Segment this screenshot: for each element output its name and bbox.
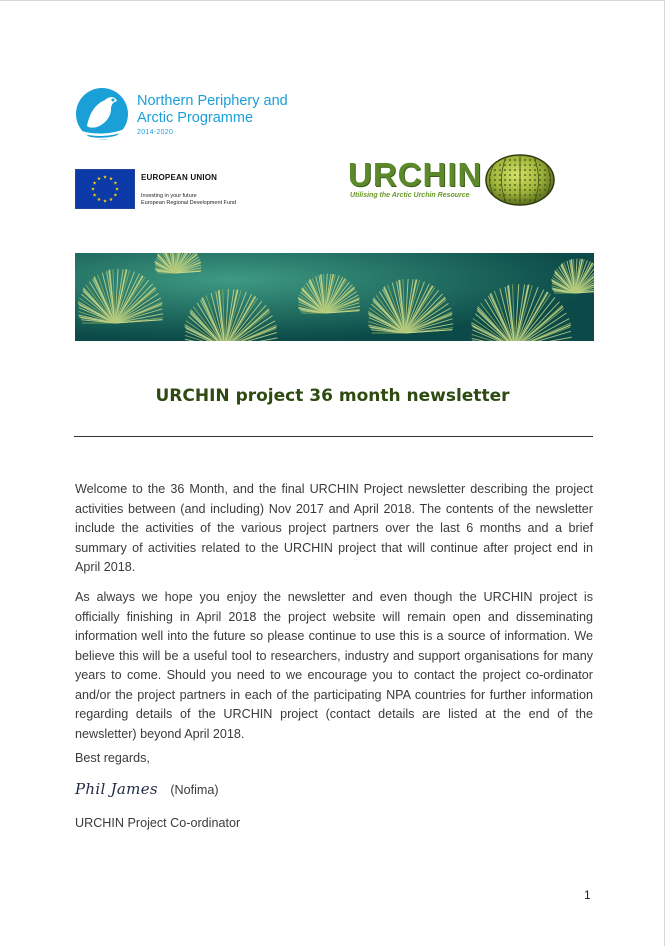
urchin-tubercle: [519, 194, 521, 196]
urchin-tubercle: [494, 184, 496, 186]
urchin-tubercle: [524, 184, 526, 186]
urchin-tubercle: [499, 189, 501, 191]
urchin-tubercle: [494, 179, 496, 181]
urchin-tubercle: [544, 179, 546, 181]
urchin-tubercle: [529, 169, 531, 171]
sea-urchin-icon: [482, 152, 558, 208]
eu-title: EUROPEAN UNION: [141, 173, 218, 182]
urchin-tubercle: [499, 179, 501, 181]
urchin-tubercle: [539, 174, 541, 176]
urchin-tubercle: [529, 159, 531, 161]
urchin-tubercle: [499, 184, 501, 186]
page-top-border: [0, 0, 665, 1]
urchin-tubercle: [539, 164, 541, 166]
urchin-tagline: Utilising the Arctic Urchin Resource: [350, 192, 470, 199]
urchin-tubercle: [549, 179, 551, 181]
urchin-tubercle: [509, 199, 511, 201]
urchin-tubercle: [514, 189, 516, 191]
npa-name-line2: Arctic Programme: [137, 110, 254, 126]
urchin-tubercle: [524, 174, 526, 176]
urchin-tubercle: [519, 189, 521, 191]
urchin-logo: [348, 152, 560, 208]
urchin-tubercle: [534, 179, 536, 181]
urchin-tubercle: [524, 169, 526, 171]
title-divider: [74, 436, 593, 437]
urchin-tubercle: [504, 169, 506, 171]
urchin-tubercle: [509, 194, 511, 196]
signature: Phil James: [75, 780, 158, 798]
urchin-tubercle: [534, 169, 536, 171]
urchin-tubercle: [534, 174, 536, 176]
urchin-tubercle: [504, 194, 506, 196]
urchin-tubercle: [529, 164, 531, 166]
urchin-tubercle: [519, 199, 521, 201]
urchin-tubercle: [544, 169, 546, 171]
urchin-tubercle: [499, 164, 501, 166]
urchin-tubercle: [534, 159, 536, 161]
urchin-tubercle: [534, 164, 536, 166]
urchin-tubercle: [544, 184, 546, 186]
urchin-tubercle: [529, 199, 531, 201]
urchin-tubercle: [529, 179, 531, 181]
urchin-tubercle: [524, 199, 526, 201]
urchin-tubercle: [544, 189, 546, 191]
urchin-tubercle: [514, 179, 516, 181]
urchin-tubercle: [539, 169, 541, 171]
urchin-tubercle: [524, 194, 526, 196]
urchin-tubercle: [514, 169, 516, 171]
urchin-tubercle: [504, 164, 506, 166]
urchin-tubercle: [504, 174, 506, 176]
urchin-tubercle: [519, 159, 521, 161]
urchin-tubercle: [529, 189, 531, 191]
intro-paragraph: Welcome to the 36 Month, and the final URCHIN Project newsletter describing the project activities between (and including) Nov 2017 and April 2018. The contents of the newsletter include the activities of the various project partners over the last 6 months and a brief summary of activities related to the URCHIN project that will continue after project end in April 2018.: [75, 482, 593, 574]
urchin-tubercle: [509, 189, 511, 191]
urchin-tubercle: [504, 159, 506, 161]
page-number: 1: [584, 888, 591, 902]
npa-name-line1: Northern Periphery and: [137, 93, 288, 109]
sea-urchin-banner-image: [75, 253, 594, 341]
eu-flag-icon: [75, 169, 135, 209]
urchin-tubercle: [504, 179, 506, 181]
eu-tagline-2: European Regional Development Fund: [141, 200, 237, 206]
urchin-tubercle: [514, 164, 516, 166]
urchin-tubercle: [534, 189, 536, 191]
urchin-tubercle: [509, 169, 511, 171]
urchin-tubercle: [519, 169, 521, 171]
urchin-tubercle: [504, 184, 506, 186]
urchin-tubercle: [504, 199, 506, 201]
urchin-tubercle: [529, 184, 531, 186]
signature-org: (Nofima): [170, 783, 219, 797]
urchin-tubercle: [514, 194, 516, 196]
urchin-tubercle: [534, 199, 536, 201]
urchin-tubercle: [489, 179, 491, 181]
npa-logo: [75, 86, 315, 144]
newsletter-title: URCHIN project 36 month newsletter: [155, 386, 510, 406]
urchin-tubercle: [519, 184, 521, 186]
urchin-tubercle: [539, 194, 541, 196]
urchin-tubercle: [539, 184, 541, 186]
urchin-tubercle: [539, 189, 541, 191]
urchin-tubercle: [524, 159, 526, 161]
urchin-tubercle: [519, 174, 521, 176]
npa-name: [137, 93, 288, 127]
urchin-tubercle: [509, 164, 511, 166]
urchin-tubercle: [489, 174, 491, 176]
urchin-tubercle: [519, 179, 521, 181]
npa-years: 2014-2020: [137, 129, 174, 136]
urchin-tubercle: [494, 169, 496, 171]
urchin-tubercle: [519, 164, 521, 166]
website-paragraph: As always we hope you enjoy the newsletter and even though the URCHIN project is officially finishing in April 2018 the project website will remain open and disseminating information well into the future so please continue to use this is a source of information. We believe this will be a useful tool to researchers, industry and support organisations for many years to come. Should you need to we encourage you to contact the project co-ordinator and/or the project partners in each of the participating NPA countries for further information regarding details of the URCHIN project (contact details are listed at the end of the newsletter) beyond April 2018.: [75, 590, 593, 741]
urchin-tubercle: [524, 164, 526, 166]
urchin-tubercle: [514, 174, 516, 176]
urchin-tubercle: [509, 159, 511, 161]
urchin-tubercle: [549, 184, 551, 186]
eu-tagline-1: Investing in your future: [141, 193, 197, 199]
urchin-tubercle: [524, 189, 526, 191]
urchin-tubercle: [504, 189, 506, 191]
urchin-tubercle: [509, 184, 511, 186]
urchin-tubercle: [499, 194, 501, 196]
urchin-tubercle: [499, 169, 501, 171]
urchin-tubercle: [544, 174, 546, 176]
urchin-tubercle: [494, 174, 496, 176]
urchin-tubercle: [514, 184, 516, 186]
eu-logo: [75, 169, 265, 211]
urchin-tubercle: [494, 189, 496, 191]
urchin-tubercle: [539, 179, 541, 181]
urchin-tubercle: [524, 179, 526, 181]
urchin-tubercle: [534, 184, 536, 186]
signature-line: [75, 780, 219, 799]
urchin-tubercle: [489, 184, 491, 186]
urchin-wordmark: URCHIN: [348, 156, 483, 193]
closing: Best regards,: [75, 751, 150, 765]
urchin-tubercle: [514, 159, 516, 161]
npa-bird-icon: [75, 86, 131, 142]
urchin-tubercle: [529, 194, 531, 196]
urchin-tubercle: [529, 174, 531, 176]
signatory-role: URCHIN Project Co-ordinator: [75, 816, 241, 830]
urchin-tubercle: [549, 174, 551, 176]
urchin-tubercle: [534, 194, 536, 196]
urchin-tubercle: [499, 174, 501, 176]
urchin-tubercle: [514, 199, 516, 201]
urchin-tubercle: [509, 174, 511, 176]
urchin-tubercle: [509, 179, 511, 181]
